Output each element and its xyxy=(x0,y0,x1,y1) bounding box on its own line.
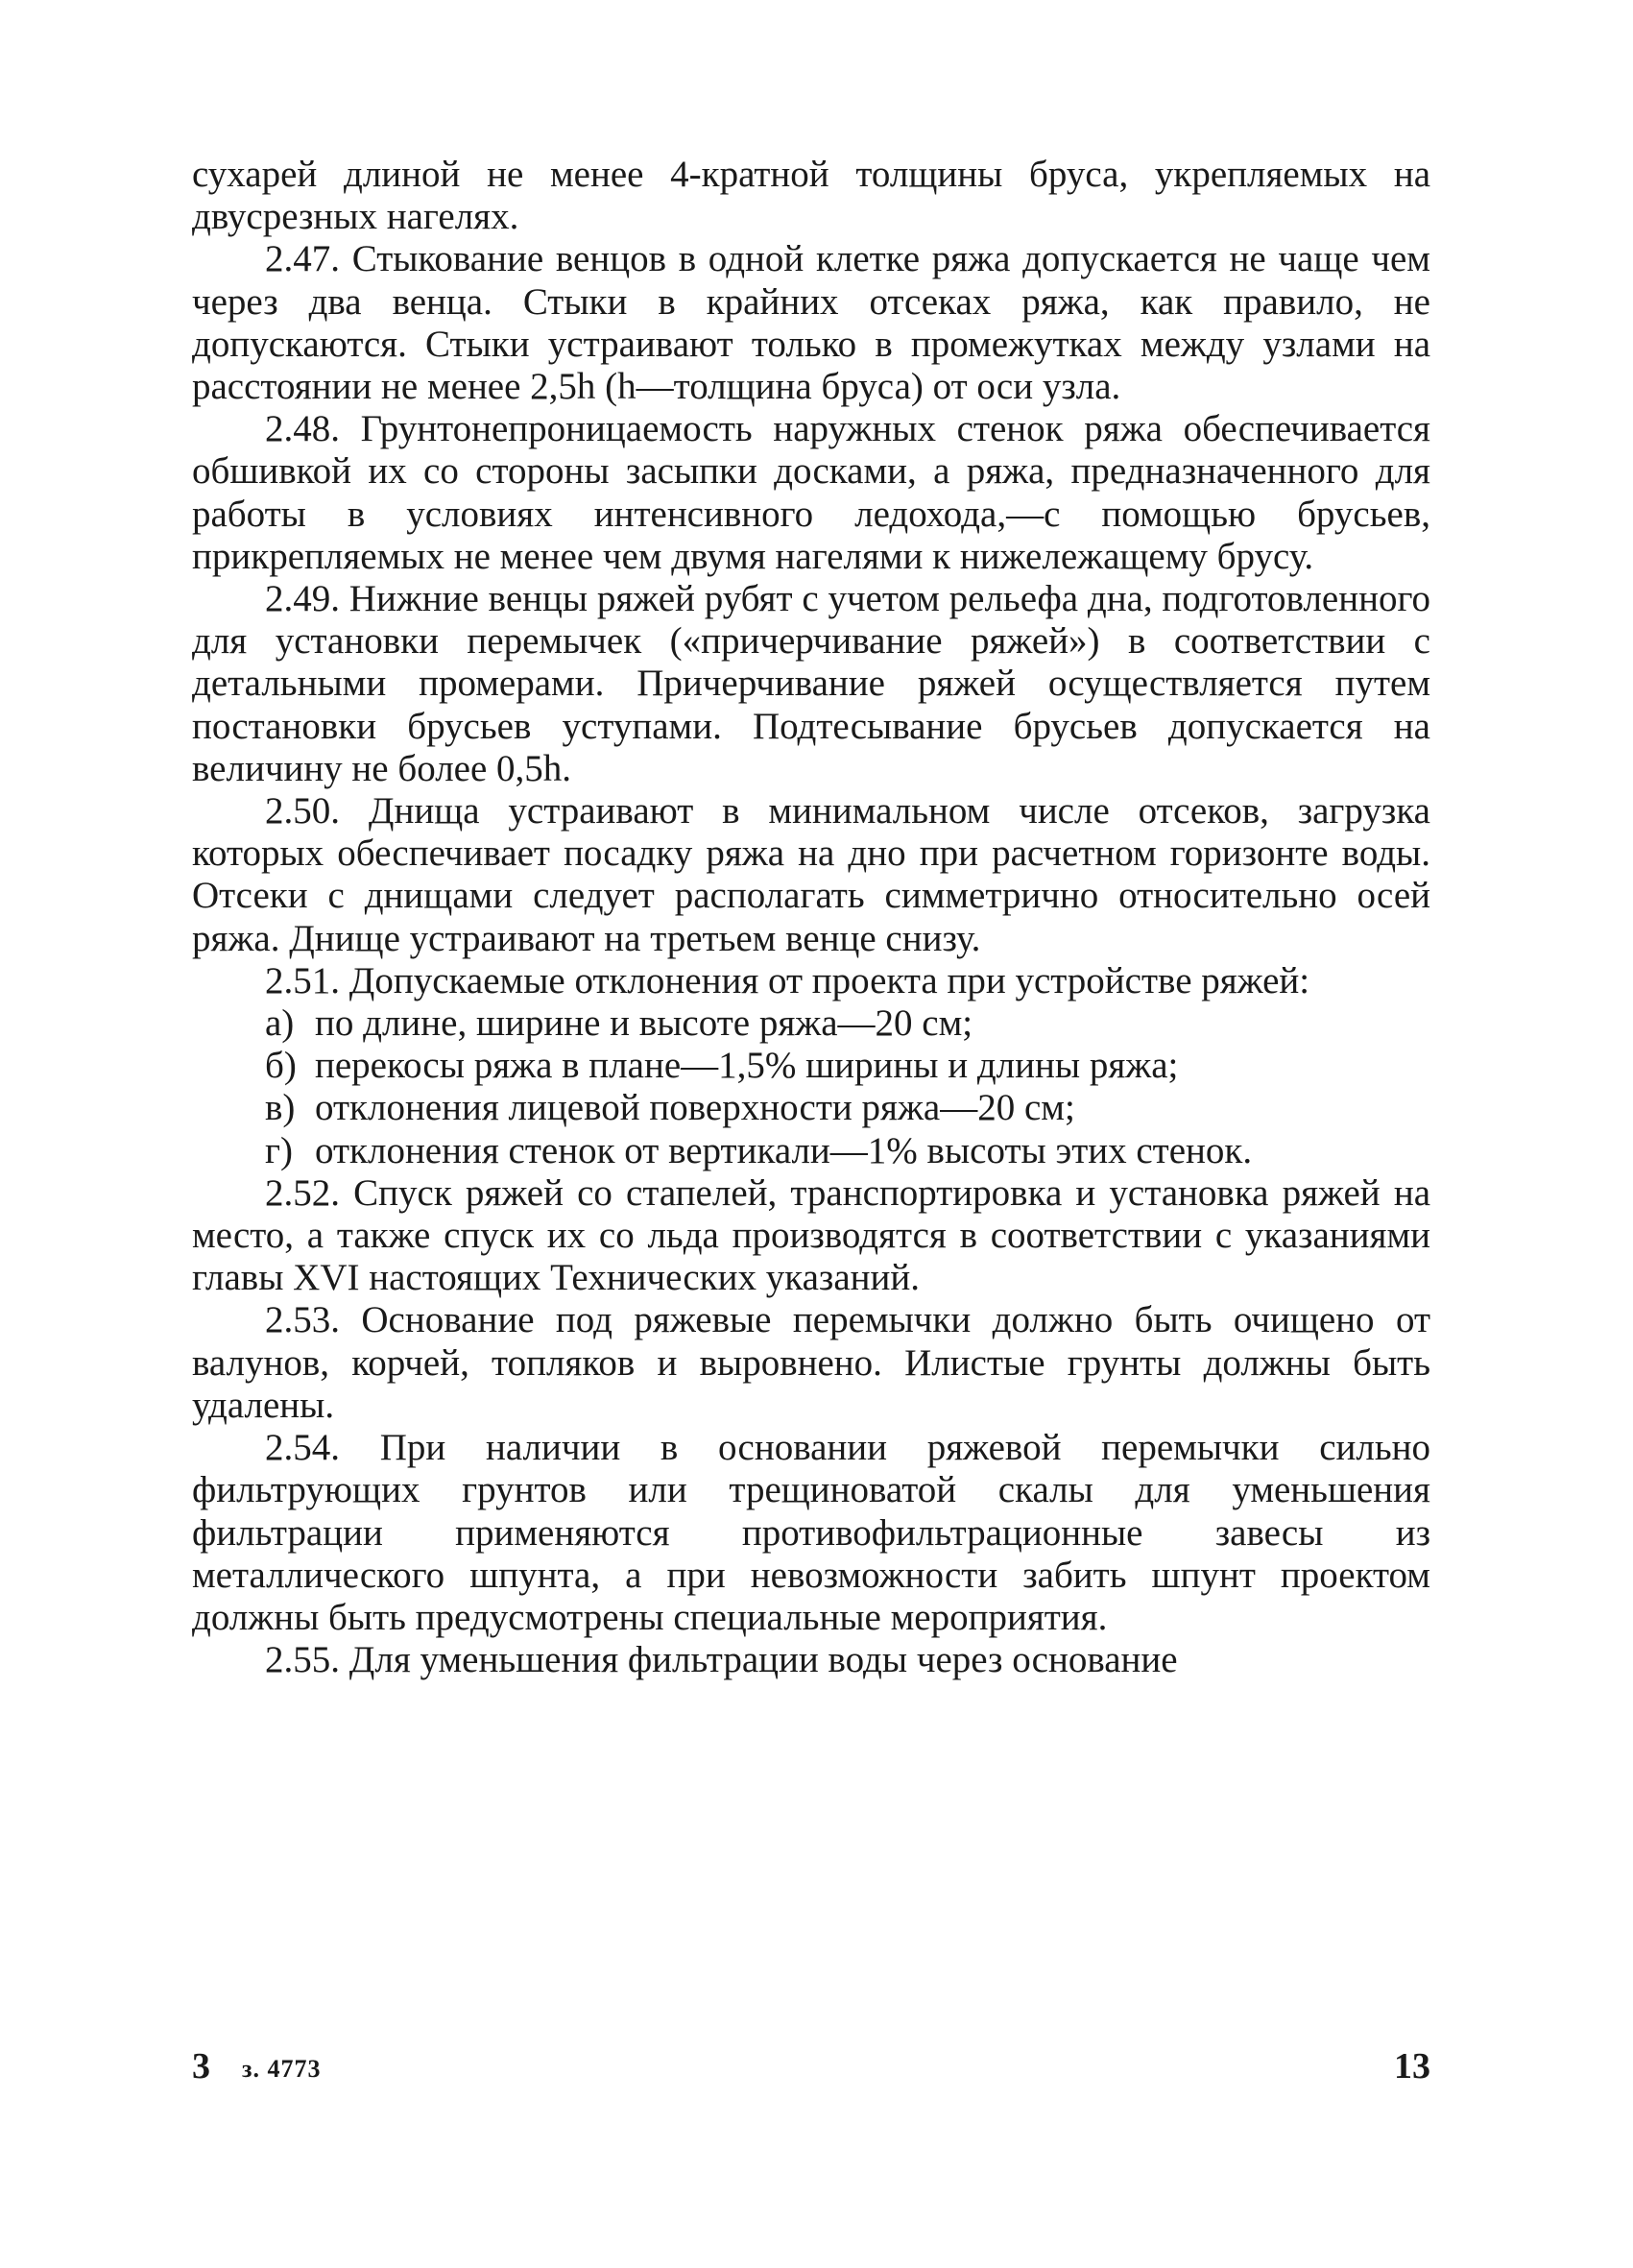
paragraph-2-49: 2.49. Нижние венцы ряжей рубят с учетом рельефа дна, подготовленного для установки перемычек («причерчивание ряжей») в соответствии с детальными промерами. Причерчивание ряжей осуществляется путем постановки брусьев уступами. Подтесывание брусьев допускается на величину не более 0,5h. xyxy=(192,578,1430,789)
paragraph-2-50: 2.50. Днища устраивают в минимальном числе отсеков, загрузка которых обеспечивает посадку ряжа на дно при расчетном горизонте воды. Отсеки с днищами следует располагать симметрично относительно осей ряжа. Днище устраивают на третьем венце снизу. xyxy=(192,790,1430,959)
paragraph-2-52: 2.52. Спуск ряжей со стапелей, транспортировка и установка ряжей на место, а также спуск их со льда производятся в соответствии с указаниями главы XVI настоящих Технических указаний. xyxy=(192,1171,1430,1299)
list-marker: а) xyxy=(265,1002,295,1045)
list-item-text: по длине, ширине и высоте ряжа—20 см; xyxy=(315,1002,973,1045)
list-item-text: отклонения лицевой поверхности ряжа—20 см; xyxy=(315,1087,1075,1129)
page-footer xyxy=(192,2045,1430,2093)
paragraph-continuation: сухарей длиной не менее 4-кратной толщины бруса, укрепляемых на двусрезных нагелях. xyxy=(192,154,1430,238)
paragraph-2-53: 2.53. Основание под ряжевые перемычки должно быть очищено от валунов, корчей, топляков и выровнено. Илистые грунты должны быть удалены. xyxy=(192,1299,1430,1426)
page-number: 13 xyxy=(1394,2046,1430,2087)
list-marker: г) xyxy=(265,1129,293,1171)
print-order-number: з. 4773 xyxy=(242,2055,322,2083)
list-item-text: перекосы ряжа в плане—1,5% ширины и длины ряжа; xyxy=(315,1045,1179,1087)
paragraph-2-55: 2.55. Для уменьшения фильтрации воды через основание xyxy=(265,1639,1178,1681)
list-item xyxy=(192,1087,1430,1129)
paragraph-2-47: 2.47. Стыкование венцов в одной клетке ряжа допускается не чаще чем через два венца. Стыки в крайних отсеках ряжа, как правило, не допускаются. Стыки устраивают только в промежутках между узлами на расстоянии не менее 2,5h (h—толщина бруса) от оси узла. xyxy=(192,238,1430,408)
list-item xyxy=(192,1002,1430,1045)
list-item-text: отклонения стенок от вертикали—1% высоты этих стенок. xyxy=(315,1129,1253,1171)
paragraph-2-48: 2.48. Грунтонепроницаемость наружных стенок ряжа обеспечивается обшивкой их со стороны засыпки досками, а ряжа, предназначенного для работы в условиях интенсивного ледохода,—с помощью брусьев, прикрепляемых не менее чем двумя нагелями к нижележащему брусу. xyxy=(192,408,1430,577)
list-marker: б) xyxy=(265,1045,297,1087)
list-item xyxy=(192,1130,1430,1172)
signature-mark: 3 xyxy=(192,2046,210,2087)
list-marker: в) xyxy=(265,1087,296,1129)
deviation-list xyxy=(192,1002,1430,1172)
paragraph-2-54: 2.54. При наличии в основании ряжевой перемычки сильно фильтрующих грунтов или трещиноватой скалы для уменьшения фильтрации применяются противофильтрационные завесы из металлического шпунта, а при невозможности забить шпунт проектом должны быть предусмотрены специальные мероприятия. xyxy=(192,1427,1430,1638)
document-body xyxy=(192,154,1430,1681)
list-item xyxy=(192,1045,1430,1087)
paragraph-2-51: 2.51. Допускаемые отклонения от проекта при устройстве ряжей: xyxy=(265,959,1310,1001)
